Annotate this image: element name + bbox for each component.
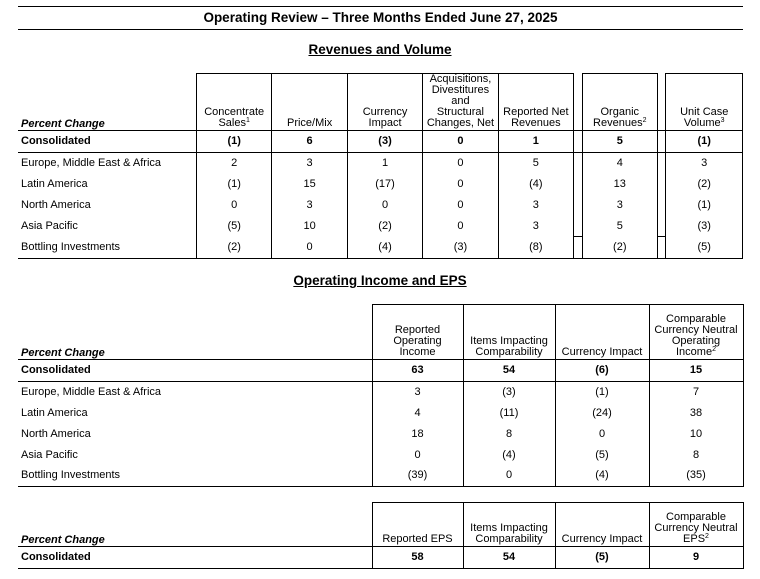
table-cell: 54 bbox=[463, 360, 555, 382]
row-label: North America bbox=[21, 198, 91, 211]
table-cell: 2 bbox=[196, 152, 271, 173]
operating-header-row bbox=[18, 305, 743, 360]
row-label: Consolidated bbox=[18, 360, 372, 382]
table-cell: 0 bbox=[423, 215, 498, 236]
table-cell: (24) bbox=[555, 403, 649, 424]
table-cell: 9 bbox=[649, 547, 743, 569]
table-cell: 0 bbox=[423, 152, 498, 173]
row-header: Percent Change bbox=[21, 347, 105, 359]
table-row bbox=[18, 236, 743, 258]
table-cell: (3) bbox=[423, 236, 498, 258]
table-cell: 63 bbox=[372, 360, 463, 382]
table-cell: (4) bbox=[347, 236, 422, 258]
table-cell: 0 bbox=[196, 194, 271, 215]
col-header-items-impacting: Items Impacting Comparability bbox=[463, 503, 555, 547]
row-label: North America bbox=[21, 427, 91, 440]
table-cell: 10 bbox=[272, 215, 347, 236]
table-cell: (35) bbox=[649, 465, 743, 486]
table-cell: (3) bbox=[347, 131, 422, 153]
table-cell: 3 bbox=[498, 215, 573, 236]
table-cell: (3) bbox=[463, 381, 555, 402]
table-cell: (5) bbox=[666, 236, 743, 258]
table-row bbox=[18, 194, 743, 215]
table-row bbox=[18, 381, 743, 402]
table-cell: (5) bbox=[555, 547, 649, 569]
table-cell: (4) bbox=[498, 174, 573, 195]
table-row bbox=[18, 174, 743, 195]
table-cell: 13 bbox=[582, 174, 657, 195]
table-row bbox=[18, 403, 743, 424]
table-cell: 0 bbox=[347, 194, 422, 215]
col-header-unit-case-volume: Unit Case Volume$^3$ bbox=[666, 74, 743, 131]
row-label: Asia Pacific bbox=[21, 448, 78, 461]
col-header-currency-impact: Currency Impact bbox=[555, 503, 649, 547]
row-label: Bottling Investments bbox=[18, 236, 196, 258]
table-cell: 58 bbox=[372, 547, 463, 569]
table-cell: (1) bbox=[196, 174, 271, 195]
page-title: Operating Review – Three Months Ended June 27, 2025 bbox=[18, 6, 743, 30]
table-cell: (2) bbox=[347, 215, 422, 236]
table-row bbox=[18, 215, 743, 236]
table-cell: (39) bbox=[372, 465, 463, 486]
table-row bbox=[18, 423, 743, 444]
table-cell: 15 bbox=[649, 360, 743, 382]
col-header-comparable-oi: Comparable Currency Neutral Operating Income$^2$ bbox=[649, 305, 743, 360]
table-cell: 0 bbox=[372, 444, 463, 465]
table-cell: 3 bbox=[666, 152, 743, 173]
table-row bbox=[18, 131, 743, 153]
table-cell: (5) bbox=[555, 444, 649, 465]
table-cell: 15 bbox=[272, 174, 347, 195]
table-cell: 0 bbox=[463, 465, 555, 486]
table-cell: (1) bbox=[555, 381, 649, 402]
table-cell: (1) bbox=[666, 131, 743, 153]
table-cell: 0 bbox=[423, 194, 498, 215]
table-cell: 54 bbox=[463, 547, 555, 569]
eps-table bbox=[18, 502, 744, 569]
col-header-acquisitions: Acquisitions, Divestitures and Structural Changes, Net bbox=[423, 74, 498, 131]
col-header-reported-net-revenues: Reported Net Revenues bbox=[498, 74, 573, 131]
row-label: Consolidated bbox=[18, 131, 196, 153]
table-cell: 8 bbox=[463, 423, 555, 444]
table-row bbox=[18, 152, 743, 173]
table-cell: 7 bbox=[649, 381, 743, 402]
table-cell: 38 bbox=[649, 403, 743, 424]
table-cell: (11) bbox=[463, 403, 555, 424]
table-cell: (2) bbox=[196, 236, 271, 258]
col-header-currency-impact: Currency Impact bbox=[555, 305, 649, 360]
operating-income-table bbox=[18, 304, 744, 487]
table-cell: 10 bbox=[649, 423, 743, 444]
operating-heading: Operating Income and EPS bbox=[293, 273, 467, 288]
table-cell: 0 bbox=[423, 131, 498, 153]
row-label: Europe, Middle East & Africa bbox=[18, 381, 372, 402]
table-cell: 1 bbox=[347, 152, 422, 173]
table-cell: 3 bbox=[272, 152, 347, 173]
table-cell: (6) bbox=[555, 360, 649, 382]
col-header-reported-operating-income: Reported Operating Income bbox=[372, 305, 463, 360]
table-cell: (2) bbox=[666, 174, 743, 195]
table-cell: 5 bbox=[498, 152, 573, 173]
col-header-organic-revenues: Organic Revenues$^2$ bbox=[582, 74, 657, 131]
table-cell: 0 bbox=[272, 236, 347, 258]
table-cell: 8 bbox=[649, 444, 743, 465]
col-header-comparable-eps: Comparable Currency Neutral EPS$^2$ bbox=[649, 503, 743, 547]
table-cell: (1) bbox=[666, 194, 743, 215]
table-cell: 18 bbox=[372, 423, 463, 444]
revenues-header-row bbox=[18, 74, 743, 131]
table-cell: 3 bbox=[372, 381, 463, 402]
row-label: Europe, Middle East & Africa bbox=[18, 152, 196, 173]
table-cell: (4) bbox=[463, 444, 555, 465]
table-cell: 6 bbox=[272, 131, 347, 153]
table-row bbox=[18, 360, 743, 382]
table-cell: 1 bbox=[498, 131, 573, 153]
table-cell: (2) bbox=[582, 236, 657, 258]
table-cell: 3 bbox=[498, 194, 573, 215]
revenues-heading: Revenues and Volume bbox=[308, 42, 452, 57]
table-cell: 4 bbox=[582, 152, 657, 173]
revenues-table bbox=[18, 73, 743, 259]
col-header-concentrate-sales: Concentrate Sales$^1$ bbox=[196, 74, 271, 131]
table-cell: 0 bbox=[555, 423, 649, 444]
table-cell: 4 bbox=[372, 403, 463, 424]
table-cell: (3) bbox=[666, 215, 743, 236]
eps-header-row bbox=[18, 503, 743, 547]
col-header-reported-eps: Reported EPS bbox=[372, 503, 463, 547]
row-label: Asia Pacific bbox=[21, 219, 78, 232]
table-cell: 0 bbox=[423, 174, 498, 195]
table-cell: 3 bbox=[582, 194, 657, 215]
col-header-currency-impact: Currency Impact bbox=[347, 74, 422, 131]
table-row bbox=[18, 465, 743, 486]
table-cell: 5 bbox=[582, 215, 657, 236]
row-header: Percent Change bbox=[21, 534, 105, 546]
row-label: Bottling Investments bbox=[18, 465, 372, 486]
table-cell: (1) bbox=[196, 131, 271, 153]
table-cell: (5) bbox=[196, 215, 271, 236]
col-header-price-mix: Price/Mix bbox=[272, 74, 347, 131]
row-label: Consolidated bbox=[18, 547, 372, 569]
table-row bbox=[18, 547, 743, 569]
row-header: Percent Change bbox=[21, 118, 105, 130]
table-cell: (8) bbox=[498, 236, 573, 258]
table-cell: (4) bbox=[555, 465, 649, 486]
row-label: Latin America bbox=[21, 406, 88, 419]
table-cell: 3 bbox=[272, 194, 347, 215]
col-header-items-impacting: Items Impacting Comparability bbox=[463, 305, 555, 360]
row-label: Latin America bbox=[21, 177, 88, 190]
table-cell: (17) bbox=[347, 174, 422, 195]
table-cell: 5 bbox=[582, 131, 657, 153]
table-row bbox=[18, 444, 743, 465]
